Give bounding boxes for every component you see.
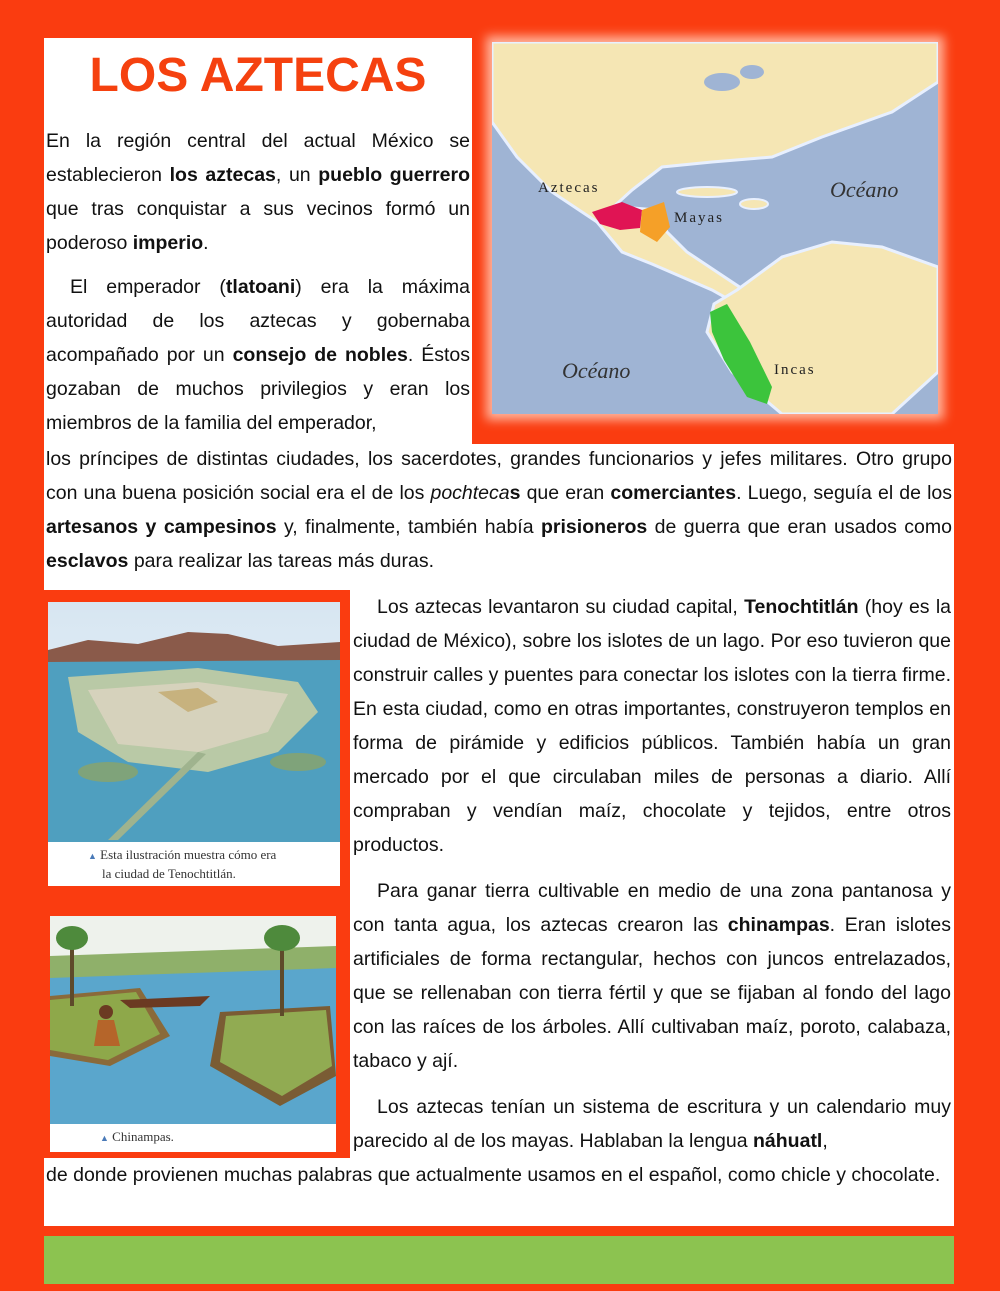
- label-mayas: Mayas: [674, 210, 724, 226]
- paragraph-intro: En la región central del actual México se establecieron los aztecas, un pueblo guerrero que tras conquistar a sus vecinos formó un poderoso imperio.: [46, 130, 470, 254]
- paragraph-writing-continued: de donde provienen muchas palabras que actualmente usamos en el español, como chicle y chocolate.: [46, 1164, 941, 1186]
- paragraph-chinampas: Para ganar tierra cultivable en medio de una zona pantanosa y con tanta agua, los aztecas crearon las chinampas. Eran islotes artificiales de forma rectangular, hechos con juncos entrelazados, que se rellenaban con tierra fértil y que se fijaban al fondo del lago con las raíces de los árboles. Allí cultivaban maíz, poroto, calabaza, tabaco y ají.: [353, 880, 951, 1072]
- caption-bullet-icon: ▲: [100, 1133, 109, 1143]
- footer-bar: [44, 1236, 954, 1284]
- label-oceano-right: Océano: [830, 177, 899, 202]
- page-title: LOS AZTECAS: [89, 49, 427, 102]
- paragraph-emperor: El emperador (tlatoani) era la máxima autoridad de los aztecas y gobernaba acompañado por un consejo de nobles. Éstos gozaban de muchos privilegios y eran los miembros de la familia del emperador,: [46, 276, 471, 434]
- chinampas-image: [50, 916, 336, 1124]
- label-aztecas: Aztecas: [538, 180, 600, 196]
- paragraph-social-groups: los príncipes de distintas ciudades, los sacerdotes, grandes funcionarios y jefes militares. Otro grupo con una buena posición social era el de los pochtecas que eran comerciantes. Luego, seguía el de los artesanos y campesinos y, finalmente, también había prisioneros de guerra que eran usados como esclavos para realizar las tareas más duras.: [46, 448, 952, 572]
- paragraph-tenochtitlan: Los aztecas levantaron su ciudad capital, Tenochtitlán (hoy es la ciudad de México), sobre los islotes de un lago. Por eso tuvieron que construir calles y puentes para conectar los islotes con la tierra firme. En esta ciudad, como en otras importantes, construyeron templos en forma de pirámide y edificios públicos. También había un gran mercado por el que circulaban miles de personas a diario. Allí compraban y vendían maíz, chocolate y tejidos, entre otros productos.: [353, 596, 951, 856]
- paragraph-writing: Los aztecas tenían un sistema de escritura y un calendario muy parecido al de los mayas. Hablaban la lengua náhuatl,: [353, 1096, 951, 1152]
- label-incas: Incas: [774, 362, 816, 378]
- chinampas-caption: ▲ Chinampas.: [100, 1129, 174, 1144]
- tenochtitlan-caption: ▲ Esta ilustración muestra cómo era la ciudad de Tenochtitlán.: [88, 847, 277, 881]
- americas-map: [492, 42, 938, 414]
- chinampas-illustration: [50, 916, 336, 1152]
- label-oceano-left: Océano: [562, 358, 631, 383]
- caption-bullet-icon: ▲: [88, 851, 97, 861]
- tenochtitlan-image: [48, 602, 340, 842]
- map-illustration: [492, 42, 938, 414]
- tenochtitlan-illustration: [48, 602, 340, 886]
